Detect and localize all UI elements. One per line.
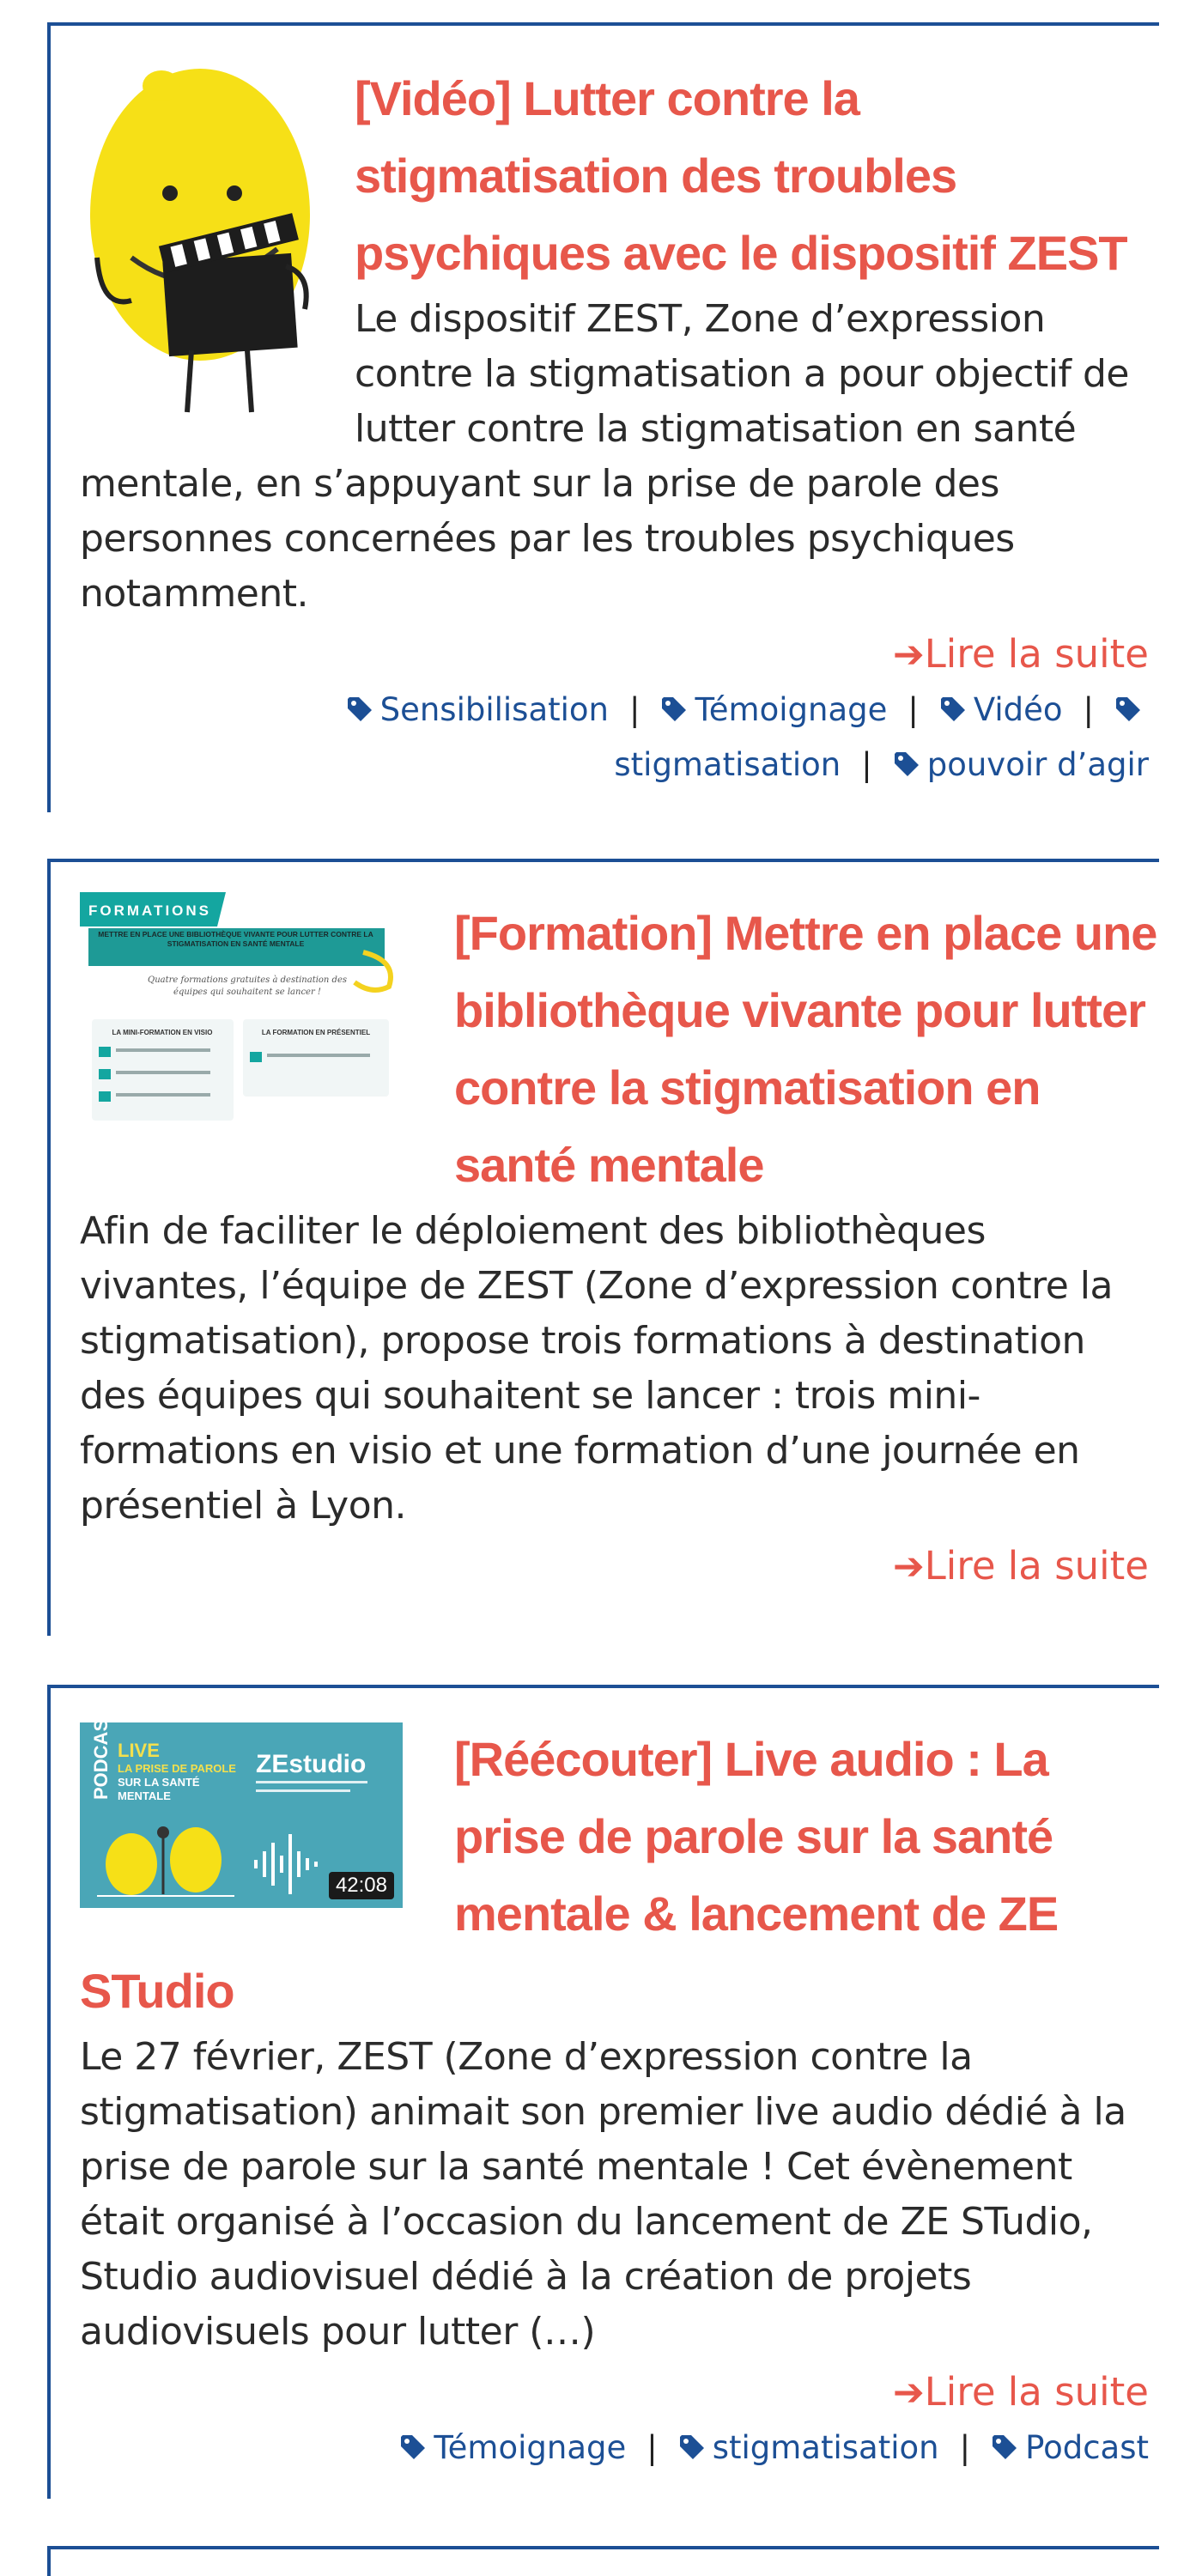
article-card <box>47 1685 1159 2499</box>
read-more-label: Lire la suite <box>924 2369 1149 2415</box>
article-thumbnail[interactable] <box>80 892 403 1126</box>
tag-list <box>80 683 1159 793</box>
thumb-headline-1: LA PRISE DE PAROLE <box>118 1762 236 1775</box>
article-title[interactable]: [Réécouter] Live audio : La prise de parole sur la santé mentale & lancement de ZE STudio <box>80 1732 1059 2018</box>
tag-icon <box>660 696 688 723</box>
tag-label: Sensibilisation <box>379 691 610 728</box>
tag-icon <box>939 696 967 723</box>
tag-link[interactable] <box>678 2429 939 2466</box>
tag-icon <box>678 2433 706 2461</box>
article-title[interactable]: [Vidéo] Lutter contre la stigmatisation des troubles psychiques avec le dispositif ZEST <box>355 71 1127 280</box>
tag-label: Témoignage <box>434 2429 627 2466</box>
article-title[interactable]: [Formation] Mettre en place une bibliothèque vivante pour lutter contre la stigmatisation en santé mentale <box>454 906 1157 1192</box>
tag-label: Vidéo <box>973 691 1063 728</box>
read-more-link[interactable] <box>80 627 1159 683</box>
tag-icon <box>346 696 373 723</box>
article-excerpt: Le dispositif ZEST, Zone d’expression contre la stigmatisation a pour objectif de lutter contre la stigmatisation en santé mentale, en s’appuyant sur la prise de parole des personnes concernées par les troubles psychiques notamment. <box>80 297 1129 616</box>
article-excerpt: Le 27 février, ZEST (Zone d’expression contre la stigmatisation) animait son premier live audio dédié à la prise de parole sur la santé mentale ! Cet évènement était organisé à l’occasion du lancement de ZE STudio, Studio audiovisuel dédié à la création de projets audiovisuels pour lutter (…) <box>80 2035 1126 2354</box>
lemon-mascot-icon <box>80 52 329 421</box>
thumb-podcast-label: PODCAST <box>90 1722 112 1800</box>
video-duration: 42:08 <box>329 1872 394 1899</box>
article-excerpt: Afin de faciliter le déploiement des bibliothèques vivantes, l’équipe de ZEST (Zone d’expression contre la stigmatisation), propose trois formations à destination des équipes qui souhaitent se lancer : trois mini-formations en visio et une formation d’une journée en présentiel à Lyon. <box>80 1209 1113 1528</box>
poster-col1: LA MINI-FORMATION EN VISIO <box>112 1029 213 1036</box>
poster-banner: FORMATIONS <box>88 902 212 919</box>
tag-link[interactable] <box>399 2429 626 2466</box>
read-more-link[interactable] <box>80 2365 1159 2421</box>
read-more-label: Lire la suite <box>924 631 1149 677</box>
tag-link[interactable] <box>991 2429 1149 2466</box>
read-more-label: Lire la suite <box>924 1543 1149 1589</box>
arrow-right-icon: ➔ <box>892 633 925 677</box>
tag-label: stigmatisation <box>614 746 841 783</box>
poster-headline: METTRE EN PLACE UNE BIBLIOTHÈQUE VIVANTE POUR LUTTER CONTRE LA STIGMATISATION EN SANTÉ MENTALE <box>98 930 373 948</box>
poster-col2: LA FORMATION EN PRÉSENTIEL <box>261 1029 371 1036</box>
article-card <box>47 859 1159 1636</box>
tag-label: pouvoir d’agir <box>926 746 1149 783</box>
tag-link[interactable] <box>346 691 609 728</box>
read-more-link[interactable] <box>80 1539 1159 1595</box>
tag-link[interactable] <box>660 691 887 728</box>
tag-link[interactable] <box>893 746 1149 783</box>
tag-separator: | <box>959 2429 971 2466</box>
tag-icon <box>893 750 920 778</box>
arrow-right-icon: ➔ <box>892 1545 925 1589</box>
article-card <box>47 22 1159 812</box>
arrow-right-icon: ➔ <box>892 2371 925 2415</box>
tag-link[interactable] <box>939 691 1063 728</box>
tag-separator: | <box>1083 691 1094 728</box>
thumb-brand: ZEstudio <box>256 1750 367 1778</box>
tag-icon <box>1114 696 1142 723</box>
tag-label: stigmatisation <box>712 2429 939 2466</box>
poster-script-line: Quatre formations gratuites à destination des équipes qui souhaitent se lancer ! <box>148 975 347 997</box>
article-thumbnail[interactable] <box>80 52 329 421</box>
tag-icon <box>399 2433 427 2461</box>
tag-separator: | <box>861 746 872 783</box>
tag-icon <box>991 2433 1018 2461</box>
tag-list <box>80 2421 1159 2476</box>
thumb-headline-2: SUR LA SANTÉ <box>118 1776 200 1789</box>
tag-separator: | <box>908 691 919 728</box>
tag-separator: | <box>647 2429 658 2466</box>
thumb-headline-3: MENTALE <box>118 1789 171 1802</box>
tag-label: Témoignage <box>695 691 888 728</box>
tag-separator: | <box>629 691 640 728</box>
thumb-live-label: LIVE <box>118 1740 160 1761</box>
article-thumbnail[interactable] <box>80 1722 403 1908</box>
article-card <box>47 2546 1159 2576</box>
formation-poster-icon <box>80 892 403 1126</box>
tag-label: Podcast <box>1025 2429 1149 2466</box>
